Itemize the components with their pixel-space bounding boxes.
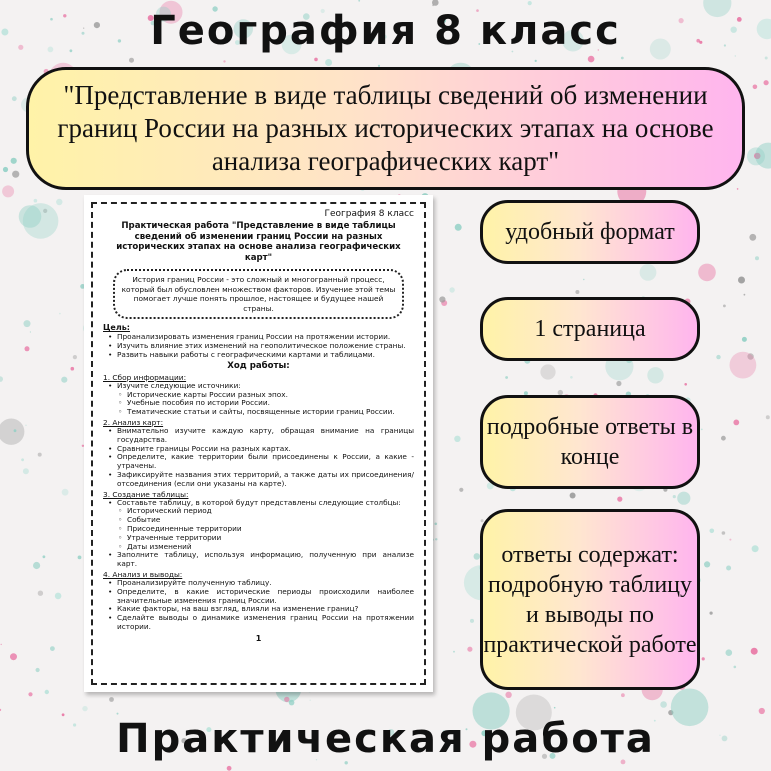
paint-splat	[23, 468, 29, 474]
paint-splat	[726, 566, 731, 571]
paint-splat	[575, 290, 579, 294]
paint-splat	[314, 58, 318, 62]
section-list	[103, 427, 414, 489]
paint-splat	[738, 277, 745, 284]
topic-text: "Представление в виде таблицы сведений об изменении границ России на разных исторических этапах на основе анализа географических карт"	[57, 80, 714, 176]
section-heading: 2. Анализ карт:	[103, 417, 164, 427]
paint-splat	[764, 80, 769, 85]
section-heading: 3. Создание таблицы:	[103, 489, 189, 499]
paint-splat	[12, 171, 19, 178]
paint-splat	[56, 199, 62, 205]
paint-splat	[588, 56, 595, 63]
paint-splat	[449, 287, 454, 292]
paint-splat	[78, 556, 82, 560]
paint-splat	[765, 57, 768, 60]
paint-splat	[467, 647, 472, 652]
paint-splat	[751, 648, 758, 655]
paint-splat	[62, 489, 69, 496]
paint-splat	[722, 531, 726, 535]
list-item: • Проанализируйте полученную таблицу.	[103, 579, 414, 588]
paint-splat	[698, 264, 716, 282]
list-item: ◦ Исторические карты России разных эпох.	[103, 391, 414, 400]
paint-splat	[766, 415, 770, 419]
paint-splat	[59, 313, 61, 315]
list-item: • Составьте таблицу, в которой будут представлены следующие столбцы:	[103, 499, 414, 508]
paint-splat	[701, 429, 703, 431]
paint-splat	[14, 429, 17, 432]
paint-splat	[702, 657, 705, 660]
worksheet-grade: География 8 класс	[324, 209, 414, 219]
paint-splat	[759, 708, 765, 714]
paint-splat	[439, 296, 445, 302]
paint-splat	[0, 709, 1, 711]
paint-splat	[432, 4, 434, 6]
paint-splat	[45, 690, 49, 694]
paint-splat	[570, 493, 576, 499]
paint-splat	[284, 697, 289, 702]
paint-splat	[647, 367, 663, 383]
paint-splat	[358, 0, 360, 2]
feature-text: 1 страница	[534, 316, 646, 342]
paint-splat	[621, 693, 625, 697]
list-item: • Проанализировать изменения границ России на протяжении истории.	[103, 333, 414, 342]
list-item: ◦ Исторический период	[103, 507, 414, 516]
paint-splat	[660, 701, 667, 708]
list-item: • Сравните границы России на разных картах.	[103, 445, 414, 454]
paint-splat	[749, 234, 756, 241]
paint-splat	[673, 495, 676, 498]
paint-splat	[616, 381, 621, 386]
paint-splat	[310, 700, 311, 701]
list-item: ◦ Тематические статьи и сайты, посвященные истории границ России.	[103, 408, 414, 417]
paint-splat	[459, 488, 463, 492]
feature-text: удобный формат	[505, 219, 675, 245]
paint-splat	[755, 256, 759, 260]
paint-splat	[129, 58, 134, 63]
paint-splat	[325, 59, 332, 66]
list-item: ◦ Учебные пособия по истории России.	[103, 399, 414, 408]
paint-splat	[43, 555, 46, 558]
paint-splat	[34, 199, 38, 203]
paint-splat	[454, 436, 460, 442]
paint-splat	[117, 713, 119, 715]
paint-splat	[540, 364, 555, 379]
list-item: ◦ Даты изменений	[103, 543, 414, 552]
paint-splat	[71, 367, 75, 371]
list-item: • Определите, какие территории были присоединены к России, а какие - утрачены.	[103, 453, 414, 471]
paint-splat	[721, 436, 726, 441]
paint-splat	[710, 612, 713, 615]
paint-splat	[730, 352, 757, 379]
paint-splat	[617, 497, 622, 502]
paint-splat	[435, 538, 437, 540]
paint-splat	[289, 700, 295, 706]
feature-badge-answer-contents	[480, 509, 700, 690]
paint-splat	[38, 453, 42, 457]
list-item: • Изучить влияние этих изменений на геополитическое положение страны.	[103, 342, 414, 351]
paint-splat	[453, 651, 455, 653]
paint-splat	[704, 561, 710, 567]
paint-splat	[716, 355, 720, 359]
paint-splat	[21, 458, 24, 461]
paint-splat	[753, 85, 758, 90]
goal-heading: Цель:	[103, 323, 130, 333]
worksheet-preview	[84, 195, 433, 692]
feature-text: подробные ответы в конце	[486, 414, 694, 470]
paint-splat	[50, 646, 55, 651]
feature-badge-answers	[480, 395, 700, 489]
work-heading: Ход работы:	[227, 360, 290, 371]
paint-splat	[55, 593, 62, 600]
paint-splat	[38, 591, 43, 596]
paint-splat	[11, 158, 17, 164]
paint-splat	[73, 355, 77, 359]
paint-splat	[640, 264, 657, 281]
section-sublist	[103, 391, 414, 417]
paint-splat	[19, 205, 42, 228]
paint-splat	[24, 320, 31, 327]
paint-splat	[733, 420, 739, 426]
section-list	[103, 551, 414, 569]
goal-list	[103, 333, 414, 359]
paint-splat	[528, 1, 532, 5]
paint-splat	[25, 346, 30, 351]
section-heading: 1. Сбор информации:	[103, 372, 187, 382]
paint-splat	[435, 523, 438, 526]
paint-splat	[1, 644, 2, 645]
paint-splat	[505, 376, 508, 379]
paint-splat	[505, 692, 511, 698]
paint-splat	[729, 539, 731, 541]
paint-splat	[82, 706, 87, 711]
paint-splat	[61, 377, 67, 383]
list-item: • Заполните таблицу, используя информацию, полученную при анализе карт.	[103, 551, 414, 569]
paint-splat	[737, 188, 739, 190]
paint-splat	[677, 492, 690, 505]
paint-splat	[752, 545, 759, 552]
paint-splat	[570, 376, 573, 379]
paint-splat	[726, 649, 733, 656]
list-item: ◦ Утраченные территории	[103, 534, 414, 543]
paint-splat	[0, 376, 3, 382]
paint-splat	[3, 167, 8, 172]
paint-splat	[0, 419, 24, 445]
paint-splat	[734, 666, 737, 669]
paint-splat	[455, 224, 462, 231]
paint-splat	[723, 305, 726, 308]
list-item: • Определите, в какие исторические периоды происходили наиболее значительные изменения границ России.	[103, 588, 414, 606]
paint-splat	[744, 294, 746, 296]
paint-splat	[30, 331, 31, 332]
footer-title: Практическая работа	[116, 716, 655, 762]
list-item: • Развить навыки работы с географическими картами и таблицами.	[103, 351, 414, 360]
paint-splat	[223, 60, 225, 62]
feature-badge-format	[480, 200, 700, 264]
topic-banner	[26, 67, 745, 190]
worksheet-intro: История границ России - это сложный и многогранный процесс, который был обусловлен множеством факторов. Изучение этой темы помогает лучше понять прошлое, настоящее и будущее нашей страны.	[113, 269, 404, 319]
feature-text: ответы содержат: подробную таблицу и выводы по практической работе	[483, 541, 697, 658]
list-item: • Внимательно изучите каждую карту, обращая внимание на границы государства.	[103, 427, 414, 445]
paint-splat	[710, 529, 715, 534]
paint-splat	[10, 653, 17, 660]
paint-splat	[735, 55, 736, 56]
paint-splat	[621, 57, 624, 60]
paint-splat	[12, 96, 17, 101]
section-heading: 4. Анализ и выводы:	[103, 569, 183, 579]
page-number: 1	[255, 633, 262, 643]
feature-badge-pages	[480, 297, 700, 361]
paint-splat	[742, 337, 747, 342]
paint-splat	[684, 383, 687, 386]
paint-splat	[227, 766, 232, 771]
section-sublist	[103, 507, 414, 551]
paint-splat	[470, 619, 474, 623]
page-title: География 8 класс	[150, 8, 621, 54]
section-list	[103, 579, 414, 632]
list-item: ◦ Событие	[103, 516, 414, 525]
paint-splat	[36, 668, 40, 672]
worksheet-title: Практическая работа "Представление в виде таблицы сведений об изменении границ России на разных исторических этапах на основе анализа географических карт"	[116, 221, 401, 263]
paint-splat	[25, 425, 26, 426]
paint-splat	[535, 60, 537, 62]
list-item: • Какие факторы, на ваш взгляд, влияли на изменение границ?	[103, 605, 414, 614]
list-item: • Сделайте выводы о динамике изменения границ России на протяжении истории.	[103, 614, 414, 632]
paint-splat	[2, 185, 14, 197]
list-item: ◦ Присоединенные территории	[103, 525, 414, 534]
paint-splat	[554, 707, 556, 709]
paint-splat	[33, 562, 40, 569]
paint-splat	[109, 697, 114, 702]
worksheet-frame	[91, 202, 426, 685]
list-item: • Зафиксируйте названия этих территорий, а также даты их присоединения/отсоединения (если они указаны на карте).	[103, 471, 414, 489]
list-item: • Изучите следующие источники:	[103, 382, 414, 391]
paint-splat	[28, 692, 32, 696]
paint-splat	[583, 279, 584, 280]
